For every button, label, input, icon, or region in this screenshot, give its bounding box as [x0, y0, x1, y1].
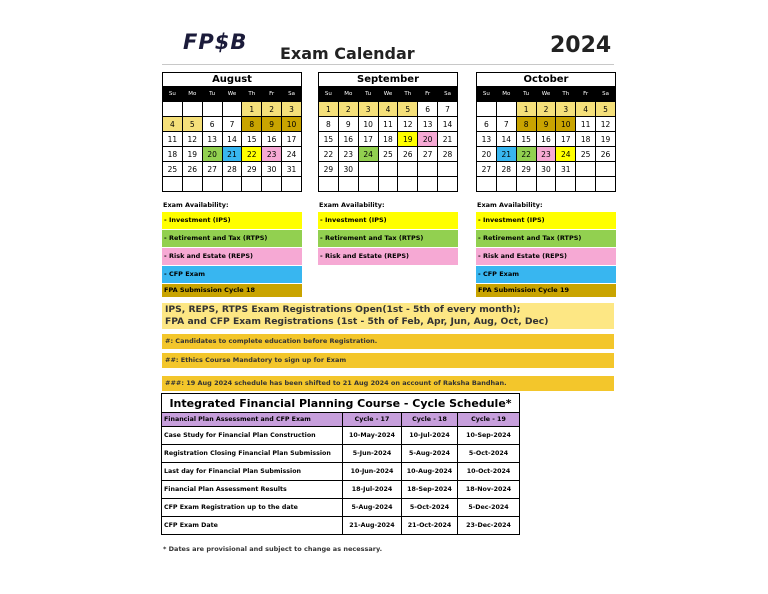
day-cell	[438, 162, 458, 177]
day-cell: 16	[536, 132, 556, 147]
schedule-date: 10-Jun-2024	[343, 463, 402, 481]
day-cell	[202, 102, 222, 117]
day-cell: 9	[262, 117, 282, 132]
day-cell: 20	[418, 132, 438, 147]
day-cell: 3	[556, 102, 576, 117]
day-cell: 20	[202, 147, 222, 162]
day-cell: 18	[378, 132, 398, 147]
day-cell: 17	[358, 132, 378, 147]
day-cell	[222, 177, 242, 192]
weekday-label: Th	[398, 87, 418, 102]
day-cell: 4	[576, 102, 596, 117]
schedule-row	[162, 481, 520, 499]
day-cell: 21	[222, 147, 242, 162]
schedule-date: 5-Oct-2024	[402, 499, 458, 517]
schedule-date: 18-Sep-2024	[402, 481, 458, 499]
schedule-date: 21-Aug-2024	[343, 517, 402, 535]
legend-item: - Retirement and Tax (RTPS)	[476, 230, 616, 247]
day-cell: 23	[338, 147, 358, 162]
weekday-label: Mo	[338, 87, 358, 102]
day-cell	[496, 177, 516, 192]
week-row	[319, 177, 458, 192]
day-cell	[242, 177, 262, 192]
weekday-label: Su	[163, 87, 183, 102]
header-divider	[162, 64, 614, 65]
day-cell: 1	[242, 102, 262, 117]
day-cell	[378, 162, 398, 177]
weekday-label: Tu	[516, 87, 536, 102]
year-label: 2024	[550, 33, 612, 58]
schedule-header-3: Cycle - 19	[458, 413, 520, 427]
schedule-milestone: Last day for Financial Plan Submission	[162, 463, 343, 481]
day-cell: 9	[338, 117, 358, 132]
schedule-date: 18-Nov-2024	[458, 481, 520, 499]
week-row	[477, 162, 616, 177]
month-name: September	[319, 73, 458, 87]
day-cell: 25	[163, 162, 183, 177]
day-cell: 9	[536, 117, 556, 132]
day-cell: 7	[222, 117, 242, 132]
page-title: Exam Calendar	[280, 44, 415, 63]
week-row	[319, 102, 458, 117]
legend-title: Exam Availability:	[319, 201, 385, 209]
day-cell	[338, 177, 358, 192]
legend-item: - Risk and Estate (REPS)	[318, 248, 458, 265]
day-cell: 17	[282, 132, 302, 147]
day-cell: 16	[262, 132, 282, 147]
day-cell	[438, 177, 458, 192]
day-cell	[182, 102, 202, 117]
day-cell	[536, 177, 556, 192]
weekday-label: We	[378, 87, 398, 102]
legend-item: - CFP Exam	[162, 266, 302, 283]
day-cell: 30	[262, 162, 282, 177]
day-cell: 2	[262, 102, 282, 117]
legend-item: - Investment (IPS)	[476, 212, 616, 229]
week-row	[163, 162, 302, 177]
day-cell	[182, 177, 202, 192]
day-cell	[477, 177, 497, 192]
schedule-date: 10-Sep-2024	[458, 427, 520, 445]
day-cell: 10	[282, 117, 302, 132]
week-row	[319, 132, 458, 147]
day-cell: 28	[496, 162, 516, 177]
weekday-label: Mo	[496, 87, 516, 102]
day-cell: 29	[319, 162, 339, 177]
schedule-date: 10-Oct-2024	[458, 463, 520, 481]
week-row	[477, 177, 616, 192]
day-cell	[222, 102, 242, 117]
week-row	[319, 162, 458, 177]
schedule-date: 23-Dec-2024	[458, 517, 520, 535]
week-row	[163, 117, 302, 132]
day-cell: 16	[338, 132, 358, 147]
day-cell: 25	[378, 147, 398, 162]
calendar-august	[162, 72, 302, 192]
month-name: August	[163, 73, 302, 87]
day-cell: 6	[202, 117, 222, 132]
day-cell: 24	[282, 147, 302, 162]
weekday-label: Tu	[358, 87, 378, 102]
footnote: * Dates are provisional and subject to change as necessary.	[163, 545, 383, 553]
day-cell: 4	[163, 117, 183, 132]
day-cell	[163, 177, 183, 192]
day-cell: 19	[596, 132, 616, 147]
day-cell: 1	[516, 102, 536, 117]
schedule-date: 5-Jun-2024	[343, 445, 402, 463]
legend-item: FPA Submission Cycle 18	[162, 284, 302, 297]
day-cell: 13	[477, 132, 497, 147]
week-row	[477, 102, 616, 117]
schedule-header-2: Cycle - 18	[402, 413, 458, 427]
day-cell	[358, 177, 378, 192]
day-cell	[319, 177, 339, 192]
weekday-label: Th	[556, 87, 576, 102]
day-cell: 12	[596, 117, 616, 132]
day-cell	[516, 177, 536, 192]
schedule-date: 5-Aug-2024	[402, 445, 458, 463]
week-row	[163, 102, 302, 117]
day-cell: 19	[182, 147, 202, 162]
legend-item: - Retirement and Tax (RTPS)	[318, 230, 458, 247]
weekday-label: Th	[242, 87, 262, 102]
day-cell	[398, 162, 418, 177]
day-cell: 1	[319, 102, 339, 117]
day-cell: 14	[438, 117, 458, 132]
schedule-row	[162, 445, 520, 463]
schedule-date: 18-Jul-2024	[343, 481, 402, 499]
schedule-header-1: Cycle - 17	[343, 413, 402, 427]
week-row	[163, 132, 302, 147]
day-cell	[262, 177, 282, 192]
day-cell: 31	[282, 162, 302, 177]
week-row	[319, 147, 458, 162]
note-schedule-shift: ###: 19 Aug 2024 schedule has been shifted to 21 Aug 2024 on account of Raksha Bandhan.	[162, 376, 614, 391]
day-cell	[596, 177, 616, 192]
schedule-milestone: Case Study for Financial Plan Construction	[162, 427, 343, 445]
day-cell: 5	[596, 102, 616, 117]
day-cell: 11	[378, 117, 398, 132]
calendar-september	[318, 72, 458, 192]
day-cell	[477, 102, 497, 117]
note-ethics: ##: Ethics Course Mandatory to sign up for Exam	[162, 353, 614, 368]
day-cell	[378, 177, 398, 192]
day-cell: 14	[222, 132, 242, 147]
legend-item: - Retirement and Tax (RTPS)	[162, 230, 302, 247]
day-cell: 5	[182, 117, 202, 132]
day-cell: 8	[319, 117, 339, 132]
day-cell: 15	[319, 132, 339, 147]
day-cell: 2	[338, 102, 358, 117]
schedule-header-row	[162, 413, 520, 427]
legend-item: - Risk and Estate (REPS)	[162, 248, 302, 265]
day-cell: 29	[516, 162, 536, 177]
day-cell	[418, 177, 438, 192]
day-cell: 30	[536, 162, 556, 177]
weekday-label: Fr	[418, 87, 438, 102]
day-cell	[398, 177, 418, 192]
day-cell: 23	[536, 147, 556, 162]
weekday-label: Fr	[576, 87, 596, 102]
weekday-label: We	[222, 87, 242, 102]
day-cell: 27	[202, 162, 222, 177]
fpsb-logo: FP$B	[183, 30, 248, 54]
week-row	[477, 117, 616, 132]
day-cell: 20	[477, 147, 497, 162]
day-cell: 18	[163, 147, 183, 162]
day-cell: 28	[438, 147, 458, 162]
schedule-row	[162, 463, 520, 481]
day-cell: 6	[477, 117, 497, 132]
registration-line-2: FPA and CFP Exam Registrations (1st - 5th of Feb, Apr, Jun, Aug, Oct, Dec)	[165, 316, 549, 327]
calendar-october	[476, 72, 616, 192]
day-cell: 3	[282, 102, 302, 117]
day-cell	[163, 102, 183, 117]
week-row	[163, 177, 302, 192]
day-cell: 5	[398, 102, 418, 117]
legend-item: FPA Submission Cycle 19	[476, 284, 616, 297]
month-name: October	[477, 73, 616, 87]
day-cell: 8	[242, 117, 262, 132]
day-cell: 30	[338, 162, 358, 177]
day-cell: 24	[358, 147, 378, 162]
day-cell	[596, 162, 616, 177]
legend-september	[318, 201, 458, 266]
day-cell: 10	[358, 117, 378, 132]
weekday-label: Tu	[202, 87, 222, 102]
schedule-row	[162, 427, 520, 445]
legend-august	[162, 201, 302, 298]
day-cell: 17	[556, 132, 576, 147]
weekday-label: Su	[477, 87, 497, 102]
day-cell: 27	[477, 162, 497, 177]
schedule-date: 5-Dec-2024	[458, 499, 520, 517]
legend-item: - Risk and Estate (REPS)	[476, 248, 616, 265]
day-cell	[496, 102, 516, 117]
day-cell: 11	[576, 117, 596, 132]
weekday-label: Sa	[438, 87, 458, 102]
day-cell: 15	[516, 132, 536, 147]
day-cell	[556, 177, 576, 192]
day-cell: 26	[398, 147, 418, 162]
weekday-label: Su	[319, 87, 339, 102]
schedule-milestone: Financial Plan Assessment Results	[162, 481, 343, 499]
day-cell: 13	[202, 132, 222, 147]
day-cell: 24	[556, 147, 576, 162]
day-cell: 14	[496, 132, 516, 147]
day-cell: 21	[438, 132, 458, 147]
day-cell: 12	[398, 117, 418, 132]
schedule-milestone: CFP Exam Date	[162, 517, 343, 535]
day-cell	[576, 162, 596, 177]
day-cell: 21	[496, 147, 516, 162]
week-row	[319, 117, 458, 132]
day-cell: 10	[556, 117, 576, 132]
day-cell: 22	[319, 147, 339, 162]
weekday-label: Fr	[262, 87, 282, 102]
day-cell: 15	[242, 132, 262, 147]
schedule-date: 21-Oct-2024	[402, 517, 458, 535]
legend-item: - Investment (IPS)	[162, 212, 302, 229]
day-cell: 8	[516, 117, 536, 132]
day-cell	[358, 162, 378, 177]
day-cell: 27	[418, 147, 438, 162]
day-cell	[576, 177, 596, 192]
schedule-header-0: Financial Plan Assessment and CFP Exam	[162, 413, 343, 427]
day-cell: 19	[398, 132, 418, 147]
note-education: #: Candidates to complete education before Registration.	[162, 334, 614, 349]
cycle-schedule-table	[161, 393, 520, 535]
day-cell	[418, 162, 438, 177]
schedule-title: Integrated Financial Planning Course - Cycle Schedule*	[162, 394, 520, 413]
day-cell: 7	[438, 102, 458, 117]
day-cell: 28	[222, 162, 242, 177]
day-cell: 3	[358, 102, 378, 117]
week-row	[477, 132, 616, 147]
schedule-milestone: CFP Exam Registration up to the date	[162, 499, 343, 517]
weekday-label: We	[536, 87, 556, 102]
day-cell: 25	[576, 147, 596, 162]
weekday-label: Mo	[182, 87, 202, 102]
day-cell: 12	[182, 132, 202, 147]
day-cell: 11	[163, 132, 183, 147]
day-cell	[202, 177, 222, 192]
schedule-date: 5-Aug-2024	[343, 499, 402, 517]
schedule-row	[162, 517, 520, 535]
day-cell: 26	[182, 162, 202, 177]
day-cell: 22	[516, 147, 536, 162]
schedule-date: 10-Aug-2024	[402, 463, 458, 481]
legend-title: Exam Availability:	[477, 201, 543, 209]
week-row	[477, 147, 616, 162]
day-cell: 26	[596, 147, 616, 162]
day-cell: 6	[418, 102, 438, 117]
schedule-milestone: Registration Closing Financial Plan Submission	[162, 445, 343, 463]
week-row	[163, 147, 302, 162]
day-cell: 7	[496, 117, 516, 132]
day-cell: 22	[242, 147, 262, 162]
registration-banner	[162, 303, 614, 329]
legend-title: Exam Availability:	[163, 201, 229, 209]
schedule-date: 10-Jul-2024	[402, 427, 458, 445]
weekday-label: Sa	[596, 87, 616, 102]
schedule-date: 5-Oct-2024	[458, 445, 520, 463]
registration-line-1: IPS, REPS, RTPS Exam Registrations Open(1st - 5th of every month);	[165, 304, 521, 315]
legend-item: - CFP Exam	[476, 266, 616, 283]
day-cell: 4	[378, 102, 398, 117]
day-cell: 18	[576, 132, 596, 147]
day-cell: 23	[262, 147, 282, 162]
day-cell: 29	[242, 162, 262, 177]
day-cell	[282, 177, 302, 192]
schedule-date: 10-May-2024	[343, 427, 402, 445]
legend-october	[476, 201, 616, 298]
legend-item: - Investment (IPS)	[318, 212, 458, 229]
day-cell: 31	[556, 162, 576, 177]
schedule-row	[162, 499, 520, 517]
day-cell: 13	[418, 117, 438, 132]
day-cell: 2	[536, 102, 556, 117]
weekday-label: Sa	[282, 87, 302, 102]
